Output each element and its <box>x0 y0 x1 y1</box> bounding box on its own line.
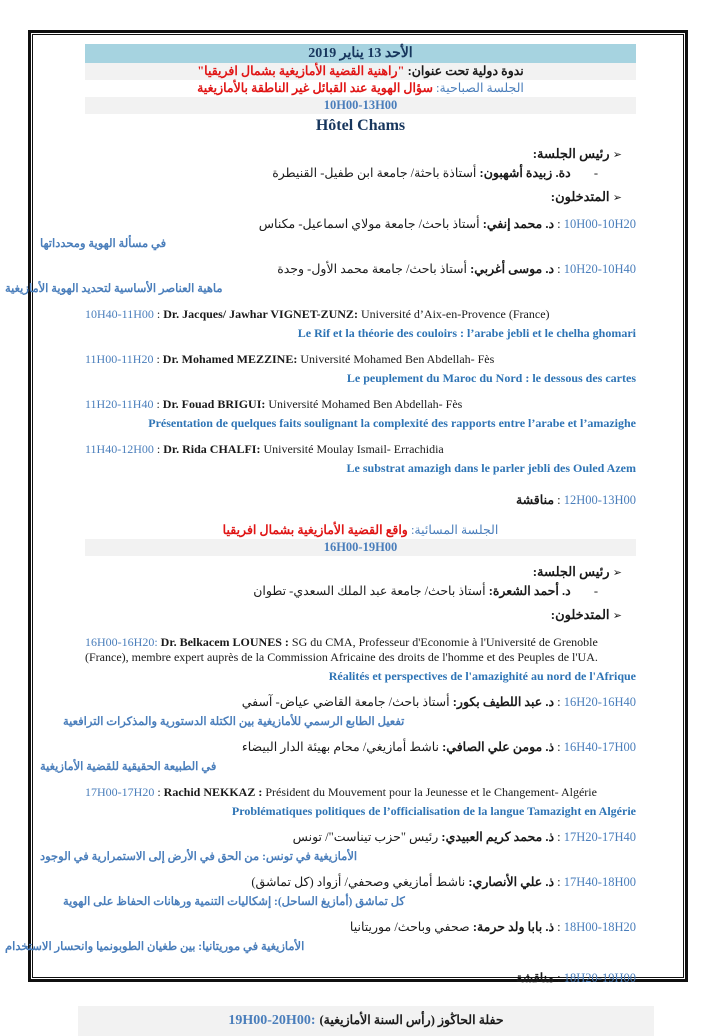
session1-label: الجلسة الصباحية: <box>436 81 524 95</box>
speaker-role: صحفي وباحث/ موريتانيا <box>349 920 470 934</box>
talk-title-ar: كل تماشق (أمازيغ الساحل): إشكاليات التنمية ورهانات الحفاظ على الهوية <box>63 896 405 908</box>
speaker-role: Université Mohamed Ben Abdellah- Fès <box>300 352 495 366</box>
talk-title-fr: Réalités et perspectives de l'amazighité au nord de l'Afrique <box>328 669 636 683</box>
session1-time: 10H00-13H00 <box>323 98 398 112</box>
speakers-heading-label: المتدخلون: <box>550 189 610 204</box>
schedule-item <box>85 397 636 431</box>
talk-title-fr: Le peuplement du Maroc du Nord : le dessous des cartes <box>346 371 636 385</box>
chair-name: دة. زبيدة أشهبون: <box>479 166 571 180</box>
time-range: 10H20-10H40 <box>563 262 636 276</box>
separator: : <box>554 830 564 844</box>
talk-title-fr: Problématiques politiques de l’officialisation de la langue Tamazight en Algérie <box>231 804 636 818</box>
talk-title-ar: تفعيل الطابع الرسمي للأمازيغية بين الكتلة الدستورية والمذكرات الترافعية <box>63 716 405 728</box>
schedule-item <box>85 635 636 684</box>
session1-theme-row <box>85 80 636 97</box>
schedule-line <box>85 307 636 322</box>
talk-title-ar: في الطبيعة الحقيقية للقضية الأمازيغية <box>40 761 217 773</box>
chair-heading <box>85 563 622 581</box>
session1-time-row <box>85 97 636 114</box>
chair-heading-label: رئيس الجلسة: <box>532 564 610 579</box>
talk-title-fr: Le Rif et la théorie des couloirs : l’arabe jebli et le chelha ghomari <box>297 326 636 340</box>
separator: : <box>554 920 564 934</box>
arrow-bullet-icon: ➢ <box>612 566 622 579</box>
conference-label: ندوة دولية تحت عنوان: <box>407 64 524 78</box>
separator: : <box>554 262 564 276</box>
speaker-name: ذ. محمد كريم العبيدي: <box>441 830 555 844</box>
schedule-item <box>40 830 636 864</box>
speaker-role: أستاذ باحث/ جامعة القاضي عياض- آسفي <box>241 695 450 709</box>
arrow-bullet-icon: ➢ <box>612 609 622 622</box>
separator: : <box>153 442 164 456</box>
time-range: 17H00-17H20 <box>85 785 155 799</box>
speaker-role: رئيس "حزب تيناست"/ تونس <box>292 830 439 844</box>
chair-name: د. أحمد الشعرة: <box>488 584 571 598</box>
schedule-line <box>85 397 636 412</box>
schedule-item <box>5 262 636 296</box>
speaker-name: Rachid NEKKAZ : <box>163 785 263 799</box>
separator: : <box>153 352 163 366</box>
venue-name: Hôtel Chams <box>315 117 406 134</box>
separator: : <box>554 217 564 231</box>
talk-title-ar: الأمازيغية في موريتانيا: بين طغيان الطوبونميا وانحسار الاستخدام <box>5 941 305 953</box>
speakers-heading <box>85 188 622 206</box>
schedule-line <box>85 875 636 890</box>
session1-theme: سؤال الهوية عند القبائل غير الناطقة بالأمازيغية <box>197 81 433 95</box>
time-range: 10H00-10H20 <box>563 217 636 231</box>
separator: : <box>554 971 564 985</box>
schedule-line <box>85 442 636 457</box>
page-content <box>5 35 683 1036</box>
speaker-name: Dr. Rida CHALFI: <box>163 442 261 456</box>
time-range: 11H40-12H00 <box>85 442 154 456</box>
conference-title: "راهنية القضية الأمازيغية بشمال افريقيا" <box>197 64 405 78</box>
separator: : <box>153 397 163 411</box>
schedule-line <box>85 262 636 277</box>
schedule-line <box>85 352 636 367</box>
gala-time: 19H00-20H00: <box>228 1013 316 1028</box>
speaker-name: د. عبد اللطيف بكور: <box>452 695 555 709</box>
schedule-item <box>85 785 636 819</box>
schedule-item <box>85 352 636 386</box>
session2-label: الجلسة المسائية: <box>410 523 499 537</box>
separator: : <box>154 785 164 799</box>
schedule-line <box>85 740 636 755</box>
separator: : <box>554 875 564 889</box>
dash-bullet: - <box>593 166 598 180</box>
speaker-name: Dr. Fouad BRIGUI: <box>162 397 266 411</box>
speaker-name: د. محمد إنفي: <box>482 217 555 231</box>
time-range: 17H40-18H00 <box>563 875 636 889</box>
schedule-line <box>85 785 636 800</box>
chair-role: أستاذ باحث/ جامعة عبد الملك السعدي- تطوان <box>253 584 486 598</box>
speaker-role: Université Mohamed Ben Abdellah- Fès <box>268 397 463 411</box>
speaker-role: SG du CMA, Professeur d'Economie à l'Université de Grenoble (France), membre expert auprès de la Commission Africaine des droits de l'homme et des Peuples de l'UA. <box>85 635 598 664</box>
schedule-line <box>85 635 636 665</box>
chair-heading-label: رئيس الجلسة: <box>532 146 610 161</box>
separator: : <box>554 740 564 754</box>
document-page <box>5 30 688 1028</box>
session2-time-row <box>85 539 636 556</box>
discussion-label: مناقشة <box>515 493 555 507</box>
speaker-role: أستاذ باحث/ جامعة مولاي اسماعيل- مكناس <box>258 217 480 231</box>
discussion-label: مناقشة <box>515 971 555 985</box>
time-range: 17H20-17H40 <box>563 830 636 844</box>
speaker-name: ذ. بابا ولد حرمة: <box>472 920 555 934</box>
speaker-name: Dr. Jacques/ Jawhar VIGNET-ZUNZ: <box>163 307 358 321</box>
schedule-item <box>5 920 636 954</box>
schedule-item <box>40 740 636 774</box>
dash-bullet: - <box>593 584 598 598</box>
discussion-row <box>85 970 636 986</box>
session2-time: 16H00-19H00 <box>323 540 398 554</box>
talk-title-ar: ماهية العناصر الأساسية لتحديد الهوية الأمازيغية <box>5 283 223 295</box>
chair-heading <box>85 145 622 163</box>
speaker-role: ناشط أمازيغي/ محام بهيئة الدار البيضاء <box>241 740 439 754</box>
gala-label: حفلة الحاڭوز (رأس السنة الأمازيغية) <box>319 1013 504 1027</box>
time-range: 10H40-11H00 <box>85 307 154 321</box>
schedule-item <box>85 307 636 341</box>
date-banner <box>85 44 636 63</box>
time-range: 11H20-11H40 <box>85 397 154 411</box>
page-inner-border <box>5 34 684 1028</box>
speaker-name: Dr. Mohamed MEZZINE: <box>162 352 298 366</box>
separator: : <box>554 493 564 507</box>
speaker-role: أستاذ باحث/ جامعة محمد الأول- وجدة <box>277 262 467 276</box>
date-text: الأحد 13 يناير 2019 <box>308 46 413 61</box>
speakers-heading-label: المتدخلون: <box>550 607 610 622</box>
talk-title-ar: الأمازيغية في تونس: من الحق في الأرض إلى الاستمرارية في الوجود <box>40 851 358 863</box>
talk-title-fr: Le substrat amazigh dans le parler jebli des Ouled Azem <box>346 461 636 475</box>
speaker-role: ناشط أمازيغي وصحفي/ أزواد (كل تماشق) <box>251 875 466 889</box>
schedule-line <box>85 217 636 232</box>
chair-item <box>85 583 598 599</box>
speaker-name: ذ. مومن علي الصافي: <box>442 740 555 754</box>
session2-header-row <box>85 522 636 539</box>
separator: : <box>554 695 564 709</box>
arrow-bullet-icon: ➢ <box>612 148 622 161</box>
speaker-name: Dr. Belkacem LOUNES : <box>160 635 289 649</box>
discussion-row <box>85 492 636 508</box>
speaker-role: Président du Mouvement pour la Jeunesse et le Changement- Algérie <box>265 785 597 799</box>
speaker-name: د. موسى أغربي: <box>470 262 555 276</box>
time-range: 16H40-17H00 <box>563 740 636 754</box>
speaker-role: Université Moulay Ismail- Errachidia <box>263 442 444 456</box>
talk-title-fr: Présentation de quelques faits soulignant la complexité des rapports entre l’arabe et l’amazighe <box>148 416 636 430</box>
time-range: 12H00-13H00 <box>563 493 636 507</box>
venue-row <box>85 114 636 138</box>
session2-theme: واقع القضية الأمازيغية بشمال افريقيا <box>222 523 408 537</box>
schedule-item <box>40 217 636 251</box>
schedule-line <box>85 920 636 935</box>
time-range: 11H00-11H20 <box>85 352 154 366</box>
arrow-bullet-icon: ➢ <box>612 191 622 204</box>
conference-title-row <box>85 63 636 80</box>
time-range: 16H00-16H20: <box>85 635 158 649</box>
time-range: 18H00-18H20 <box>563 920 636 934</box>
gala-row <box>78 1006 654 1036</box>
separator: : <box>153 307 164 321</box>
talk-title-ar: في مسألة الهوية ومحدداتها <box>40 238 167 250</box>
speaker-role: Université d’Aix-en-Provence (France) <box>360 307 550 321</box>
schedule-item <box>63 875 636 909</box>
schedule-item <box>63 695 636 729</box>
speaker-name: ذ. علي الأنصاري: <box>468 875 555 889</box>
chair-item <box>85 165 598 181</box>
schedule-line <box>85 830 636 845</box>
time-range: 16H20-16H40 <box>563 695 636 709</box>
chair-role: أستاذة باحثة/ جامعة ابن طفيل- القنيطرة <box>272 166 477 180</box>
schedule-item <box>85 442 636 476</box>
time-range: 18H20-19H00 <box>563 971 636 985</box>
schedule-line <box>85 695 636 710</box>
speakers-heading <box>85 606 622 624</box>
